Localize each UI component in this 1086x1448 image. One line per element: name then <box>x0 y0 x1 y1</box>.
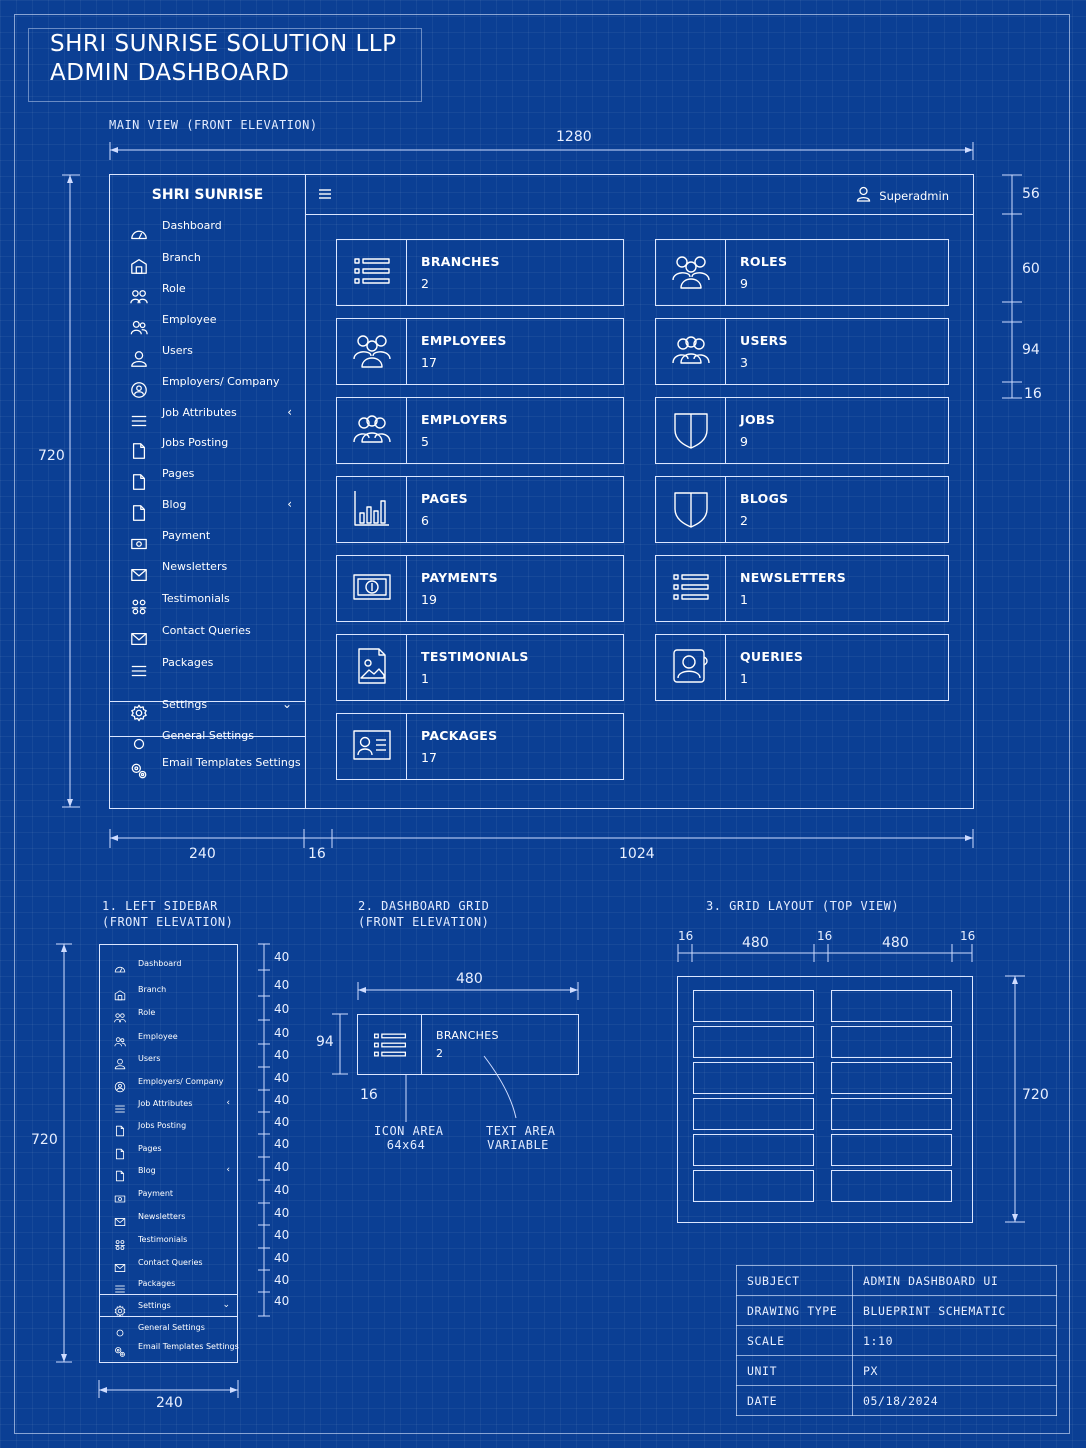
card-icon-area <box>656 556 726 621</box>
image-icon <box>351 645 393 691</box>
grid-cell <box>831 990 952 1022</box>
sidebar-item-label: Blog <box>162 497 187 511</box>
row-height-dim: 40 <box>274 1071 290 1085</box>
grid-cell <box>831 1170 952 1202</box>
card-title: NEWSLETTERS <box>740 570 847 585</box>
username: Superadmin <box>879 188 949 203</box>
card-title: USERS <box>740 333 788 348</box>
card-count: 1 <box>740 592 748 607</box>
dim-header-56: 56 <box>1022 186 1040 202</box>
dim-height-720: 720 <box>38 448 65 464</box>
icon-area-title: ICON AREA <box>374 1124 444 1138</box>
mini-sidebar-item-dashboard <box>100 953 239 973</box>
mini-sidebar-label: Users <box>138 1053 161 1063</box>
sidebar-item-blog[interactable] <box>110 489 306 519</box>
sidebar-item-label: Settings <box>162 697 208 711</box>
title-block-key: SUBJECT <box>737 1266 853 1296</box>
mini-sidebar-item-contact-queries <box>100 1252 239 1272</box>
row-height-dim: 40 <box>274 978 290 992</box>
sidebar-item-email-templates-settings[interactable] <box>110 747 306 777</box>
brand-logo[interactable]: SHRI SUNRISE <box>110 175 306 215</box>
card-icon-area <box>656 477 726 542</box>
sidebar-item-label: Packages <box>162 655 214 669</box>
mini-sidebar-label: Employers/ Company <box>138 1076 224 1086</box>
mini-sidebar-item-branch <box>100 979 239 999</box>
card-title: PACKAGES <box>421 728 498 743</box>
card-count: 5 <box>421 434 429 449</box>
sidebar-item-packages[interactable] <box>110 647 306 677</box>
mini-sidebar-item-email-templates-settings <box>100 1336 239 1356</box>
card-title: BLOGS <box>740 491 789 506</box>
grid-layout-top-view <box>677 976 973 1223</box>
chevron-left-icon: ‹ <box>226 1098 230 1108</box>
mini-sidebar-item-testimonials <box>100 1229 239 1249</box>
mini-sidebar-label: Blog <box>138 1165 156 1175</box>
sidebar-item-label: Payment <box>162 528 211 542</box>
title-block-key: DATE <box>737 1386 853 1416</box>
row-height-dim: 40 <box>274 950 290 964</box>
mini-sidebar-label: Pages <box>138 1143 162 1153</box>
card-icon-area <box>337 319 407 384</box>
sidebar-item-label: Pages <box>162 466 195 480</box>
card-count: 2 <box>421 276 429 291</box>
sidebar-item-label: Jobs Posting <box>162 435 229 449</box>
mini-sidebar-item-payment <box>100 1183 239 1203</box>
title-block-row <box>737 1296 1057 1326</box>
sidebar-item-label: General Settings <box>162 728 254 742</box>
detail-card <box>357 1014 579 1075</box>
card-count: 9 <box>740 276 748 291</box>
card-roles[interactable] <box>655 239 949 306</box>
sidebar-item-label: Users <box>162 343 193 357</box>
section1-dim-height: 720 <box>31 1132 58 1148</box>
mini-sidebar-label: Payment <box>138 1188 174 1198</box>
sidebar-item-label: Newsletters <box>162 559 228 573</box>
card-pages[interactable] <box>336 476 624 543</box>
card-icon-area <box>656 398 726 463</box>
card-title: PAYMENTS <box>421 570 498 585</box>
title-block-row <box>737 1326 1057 1356</box>
mini-sidebar-item-job-attributes <box>100 1093 239 1113</box>
sidebar-item-label: Role <box>162 281 186 295</box>
sidebar-item-settings[interactable] <box>110 689 306 719</box>
dashboard-frame <box>109 174 974 809</box>
card-icon-area <box>337 635 407 700</box>
sidebar-item-label: Contact Queries <box>162 623 251 637</box>
mini-sidebar-label: Jobs Posting <box>138 1120 187 1130</box>
card-count: 17 <box>421 750 437 765</box>
title-block-key: SCALE <box>737 1326 853 1356</box>
grid-cell <box>693 990 814 1022</box>
row-height-dim: 40 <box>274 1002 290 1016</box>
mini-sidebar-label: Testimonials <box>138 1234 188 1244</box>
mini-sidebar-item-pages <box>100 1138 239 1158</box>
title-block-value: ADMIN DASHBOARD UI <box>853 1266 1057 1296</box>
grid-cell <box>693 1026 814 1058</box>
mini-sidebar-label: Role <box>138 1007 156 1017</box>
list-icon <box>670 566 712 612</box>
chevron-down-icon: ⌄ <box>222 1300 230 1310</box>
sidebar-item-label: Dashboard <box>162 218 222 232</box>
text-area-size: VARIABLE <box>487 1138 549 1152</box>
card-payments[interactable] <box>336 555 624 622</box>
dim-gap-60: 60 <box>1022 261 1040 277</box>
users-icon <box>351 408 393 454</box>
hamburger-icon[interactable] <box>318 185 332 207</box>
row-height-dim: 40 <box>274 1160 290 1174</box>
text-area-title: TEXT AREA <box>486 1124 556 1138</box>
grid-cell <box>693 1170 814 1202</box>
mini-sidebar-item-general-settings <box>100 1317 239 1337</box>
section2-dim-height: 94 <box>316 1034 334 1050</box>
card-icon-area <box>337 477 407 542</box>
card-count: 17 <box>421 355 437 370</box>
sidebar-item-testimonials[interactable] <box>110 583 306 613</box>
user-icon <box>856 186 871 205</box>
main-view-label: MAIN VIEW (FRONT ELEVATION) <box>109 118 318 132</box>
bar-chart-icon <box>351 487 393 533</box>
grid-cell <box>831 1098 952 1130</box>
user-menu[interactable] <box>856 186 949 205</box>
section1-label-2: (FRONT ELEVATION) <box>102 915 234 929</box>
icon-area-label <box>374 1124 444 1152</box>
row-height-dim: 40 <box>274 1048 290 1062</box>
mini-sidebar-item-blog <box>100 1160 239 1180</box>
card-icon-area <box>656 635 726 700</box>
section1-dim-width: 240 <box>156 1395 183 1411</box>
mini-sidebar-item-role <box>100 1002 239 1022</box>
sidebar-item-newsletters[interactable] <box>110 551 306 581</box>
mini-sidebar-label: Contact Queries <box>138 1257 203 1267</box>
card-title: EMPLOYEES <box>421 333 507 348</box>
money-icon <box>351 566 393 612</box>
card-newsletters[interactable] <box>655 555 949 622</box>
title-block-value: BLUEPRINT SCHEMATIC <box>853 1296 1057 1326</box>
users-icon <box>670 329 712 375</box>
dim-card-94: 94 <box>1022 342 1040 358</box>
grid-cell <box>831 1134 952 1166</box>
title-line-2: ADMIN DASHBOARD <box>50 60 290 86</box>
section3-dim-right-gutter: 16 <box>960 929 976 943</box>
card-jobs[interactable] <box>655 397 949 464</box>
title-block-key: DRAWING TYPE <box>737 1296 853 1326</box>
section2-label-2: (FRONT ELEVATION) <box>358 915 490 929</box>
mini-sidebar-label: Dashboard <box>138 958 182 968</box>
card-icon-area <box>337 398 407 463</box>
card-title: QUERIES <box>740 649 804 664</box>
card-employees[interactable] <box>336 318 624 385</box>
section3-dim-col2: 480 <box>882 935 909 951</box>
mini-sidebar-item-jobs-posting <box>100 1115 239 1135</box>
row-height-dim: 40 <box>274 1183 290 1197</box>
title-block-value: PX <box>853 1356 1057 1386</box>
sidebar-item-contact-queries[interactable] <box>110 615 306 645</box>
section3-dim-height: 720 <box>1022 1087 1049 1103</box>
detail-card-count: 2 <box>436 1047 443 1060</box>
icon-area-size: 64x64 <box>386 1138 426 1152</box>
sidebar-item-jobs-posting[interactable] <box>110 427 306 457</box>
dim-sidebar-240: 240 <box>189 846 216 862</box>
detail-icon-area <box>358 1015 422 1074</box>
grid-cell <box>831 1026 952 1058</box>
card-title: BRANCHES <box>421 254 500 269</box>
row-height-dim: 40 <box>274 1294 290 1308</box>
id-card-icon <box>351 724 393 770</box>
sidebar-item-label: Testimonials <box>162 591 230 605</box>
mini-sidebar-item-users <box>100 1048 239 1068</box>
card-count: 2 <box>740 513 748 528</box>
card-title: ROLES <box>740 254 788 269</box>
sidebar-item-label: Branch <box>162 250 201 264</box>
grid-cell <box>693 1062 814 1094</box>
detail-card-name: BRANCHES <box>436 1029 499 1042</box>
section3-dim-left-gutter: 16 <box>678 929 694 943</box>
section2-dim-pad: 16 <box>360 1087 378 1103</box>
section2-label-1: 2. DASHBOARD GRID <box>358 899 490 913</box>
card-count: 9 <box>740 434 748 449</box>
row-height-dim: 40 <box>274 1206 290 1220</box>
card-packages[interactable] <box>336 713 624 780</box>
list-icon <box>371 1026 409 1064</box>
chevron-down-icon[interactable]: ⌄ <box>281 697 292 711</box>
title-block-value: 05/18/2024 <box>853 1386 1057 1416</box>
row-height-dim: 40 <box>274 1093 290 1107</box>
section2-dim-width: 480 <box>456 971 483 987</box>
sidebar-item-dashboard[interactable] <box>110 210 306 240</box>
sidebar-item-branch[interactable] <box>110 242 306 272</box>
sidebar-item-employers-company[interactable] <box>110 366 306 396</box>
shield-icon <box>670 408 712 454</box>
mini-sidebar-label: Employee <box>138 1031 178 1041</box>
chevron-left-icon[interactable]: ‹ <box>287 405 292 419</box>
card-queries[interactable] <box>655 634 949 701</box>
mini-sidebar-item-employee <box>100 1026 239 1046</box>
grid-cell <box>693 1098 814 1130</box>
section3-dim-mid-gutter: 16 <box>817 929 833 943</box>
row-height-dim: 40 <box>274 1228 290 1242</box>
title-block <box>736 1265 1057 1416</box>
card-count: 19 <box>421 592 437 607</box>
row-height-dim: 40 <box>274 1273 290 1287</box>
card-blogs[interactable] <box>655 476 949 543</box>
sidebar-item-employee[interactable] <box>110 304 306 334</box>
card-icon-area <box>337 714 407 779</box>
mini-sidebar-label: Newsletters <box>138 1211 186 1221</box>
card-title: PAGES <box>421 491 468 506</box>
top-bar <box>306 175 973 215</box>
group-icon <box>351 329 393 375</box>
group-icon <box>670 250 712 296</box>
title-block-row <box>737 1266 1057 1296</box>
card-employers[interactable] <box>336 397 624 464</box>
sidebar-item-role[interactable] <box>110 273 306 303</box>
title-block-value: 1:10 <box>853 1326 1057 1356</box>
sidebar-item-label: Email Templates Settings <box>162 755 301 769</box>
sidebar <box>110 215 306 808</box>
grid-cell <box>693 1134 814 1166</box>
sidebar-item-general-settings[interactable] <box>110 720 306 750</box>
mini-sidebar-item-settings <box>100 1295 239 1315</box>
mini-sidebar-label: Job Attributes <box>138 1098 193 1108</box>
sidebar-item-label: Job Attributes <box>162 405 237 419</box>
card-icon-area <box>656 319 726 384</box>
dim-content-1024: 1024 <box>619 846 655 862</box>
shield-icon <box>670 487 712 533</box>
card-users[interactable] <box>655 318 949 385</box>
card-title: EMPLOYERS <box>421 412 508 427</box>
card-count: 1 <box>421 671 429 686</box>
card-title: JOBS <box>740 412 776 427</box>
card-title: TESTIMONIALS <box>421 649 529 664</box>
sidebar-item-label: Employers/ Company <box>162 374 280 388</box>
sidebar-item-users[interactable] <box>110 335 306 365</box>
card-icon-area <box>656 240 726 305</box>
title-block-row <box>737 1356 1057 1386</box>
row-height-dim: 40 <box>274 1251 290 1265</box>
title-block-key: UNIT <box>737 1356 853 1386</box>
card-count: 3 <box>740 355 748 370</box>
mini-sidebar-item-newsletters <box>100 1206 239 1226</box>
sidebar-item-pages[interactable] <box>110 458 306 488</box>
card-testimonials[interactable] <box>336 634 624 701</box>
mini-sidebar-item-employers-company <box>100 1071 239 1091</box>
mini-sidebar-label: Email Templates Settings <box>138 1341 239 1351</box>
mini-sidebar-label: Branch <box>138 984 167 994</box>
section1-label-1: 1. LEFT SIDEBAR <box>102 899 218 913</box>
mini-sidebar-label: General Settings <box>138 1322 205 1332</box>
sidebar-item-label: Employee <box>162 312 217 326</box>
card-count: 6 <box>421 513 429 528</box>
contact-icon <box>670 645 712 691</box>
section3-label: 3. GRID LAYOUT (TOP VIEW) <box>706 899 900 913</box>
list-icon <box>351 250 393 296</box>
row-height-dim: 40 <box>274 1137 290 1151</box>
mini-sidebar <box>99 944 238 1363</box>
card-count: 1 <box>740 671 748 686</box>
section3-dim-col1: 480 <box>742 935 769 951</box>
card-branches[interactable] <box>336 239 624 306</box>
grid-cell <box>831 1062 952 1094</box>
row-height-dim: 40 <box>274 1115 290 1129</box>
mini-sidebar-item-packages <box>100 1273 239 1293</box>
text-area-label <box>486 1124 556 1152</box>
chevron-left-icon[interactable]: ‹ <box>287 497 292 511</box>
mini-sidebar-label: Settings <box>138 1300 171 1310</box>
dim-gap-16: 16 <box>1024 386 1042 402</box>
mini-sidebar-label: Packages <box>138 1278 176 1288</box>
card-icon-area <box>337 556 407 621</box>
dim-width-1280: 1280 <box>556 129 592 145</box>
sidebar-item-job-attributes[interactable] <box>110 397 306 427</box>
row-height-dim: 40 <box>274 1026 290 1040</box>
chevron-left-icon: ‹ <box>226 1165 230 1175</box>
title-block-row <box>737 1386 1057 1416</box>
dim-gutter-16: 16 <box>308 846 326 862</box>
title-line-1: SHRI SUNRISE SOLUTION LLP <box>50 31 397 57</box>
sidebar-item-payment[interactable] <box>110 520 306 550</box>
card-icon-area <box>337 240 407 305</box>
